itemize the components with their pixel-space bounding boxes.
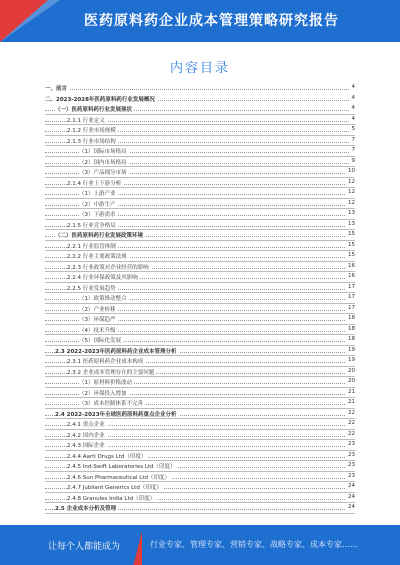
toc-entry-label: 2.1.1 行业定义 — [67, 117, 105, 124]
toc-entry-label: 2.3.2 企业成本管理存在的主要问题 — [67, 369, 155, 376]
toc-entry-page: 4 — [351, 84, 355, 90]
footer-roles: 行业专家、管理专家、营销专家、战略专家、成本专家…… — [150, 540, 358, 549]
toc-entry-label: 2.1.2 行业市场规模 — [67, 128, 116, 134]
toc-entry[interactable] — [45, 241, 355, 252]
toc-entry-page: 23 — [348, 462, 355, 468]
toc-entry[interactable] — [45, 482, 355, 493]
toc-entry-label: 2.4.4 Aarti Drugs Ltd（印度） — [67, 453, 147, 460]
toc-entry-page: 9 — [351, 157, 355, 164]
toc-entry-page: 22 — [348, 430, 355, 437]
toc-entry-label: （5）国际化发展 — [79, 338, 121, 344]
toc-entry[interactable] — [45, 178, 355, 189]
toc-entry-page: 10 — [348, 168, 355, 174]
toc-entry-label: 2.5 企业成本分析及管理 — [55, 506, 117, 512]
toc-entry-page: 4 — [351, 105, 355, 111]
toc-leader-dots — [45, 89, 355, 90]
toc-entry[interactable] — [45, 104, 355, 115]
toc-entry-page: 4 — [351, 115, 355, 122]
toc-entry[interactable] — [45, 304, 355, 315]
toc-entry-page: 20 — [348, 367, 355, 374]
toc-entry-page: 21 — [348, 399, 355, 405]
toc-entry-label: 2.2.4 行业环保政策及其影响 — [67, 275, 138, 281]
toc-entry[interactable] — [45, 503, 355, 514]
toc-entry[interactable] — [45, 377, 355, 388]
toc-entry-label: 2.2.5 行业发展趋势 — [67, 285, 116, 292]
toc-entry-page: 12 — [348, 199, 355, 206]
page-footer — [0, 525, 400, 565]
toc-entry[interactable] — [45, 262, 355, 273]
toc-entry-label: （2）中游生产 — [79, 201, 116, 208]
toc-entry-page: 7 — [351, 147, 355, 153]
toc-entry-page: 19 — [348, 346, 355, 353]
toc-entry-page: 24 — [348, 493, 355, 500]
toc-entry-label: 2.4.8 Granules India Ltd（印度） — [67, 495, 156, 502]
toc-entry[interactable] — [45, 83, 355, 94]
toc-entry[interactable] — [45, 493, 355, 504]
toc-entry[interactable] — [45, 461, 355, 472]
toc-entry-page: 4 — [351, 94, 355, 101]
toc-entry-label: 2.4.7 Jubilant Generics Ltd（印度） — [67, 485, 162, 491]
toc-entry[interactable] — [45, 430, 355, 441]
toc-entry-label: （2）产业转移 — [79, 306, 116, 313]
toc-entry[interactable] — [45, 283, 355, 294]
toc-entry-label: 2.1.4 行业上下游分析 — [67, 180, 122, 187]
table-of-contents — [45, 83, 355, 514]
toc-entry[interactable] — [45, 157, 355, 168]
toc-entry-page: 12 — [348, 178, 355, 185]
toc-entry-label: （3）环保趋严 — [79, 317, 116, 323]
toc-entry[interactable] — [45, 146, 355, 157]
toc-entry-page: 24 — [348, 504, 355, 510]
toc-entry[interactable] — [45, 472, 355, 483]
toc-entry-page: 23 — [348, 441, 355, 447]
toc-entry-label: 2.2.3 行业政策对企业经营的影响 — [67, 264, 149, 271]
toc-entry[interactable] — [45, 451, 355, 462]
toc-entry-label: 一、前言 — [45, 86, 68, 92]
toc-entry-label: 2.4.6 Sun Pharmaceutical Ltd（印度） — [67, 474, 170, 481]
toc-entry-page: 16 — [348, 262, 355, 269]
toc-entry[interactable] — [45, 419, 355, 430]
toc-entry-label: （1）政策推动整合 — [79, 296, 127, 302]
toc-entry-label: （1）国际市场格局 — [79, 149, 127, 155]
toc-entry-label: （1）上游产业 — [79, 191, 116, 197]
toc-entry[interactable] — [45, 220, 355, 231]
toc-entry-label: （4）技术升级 — [79, 327, 116, 334]
toc-entry-label: （3）产品细分市场 — [79, 170, 127, 176]
toc-entry-page: 23 — [348, 451, 355, 458]
toc-entry[interactable] — [45, 125, 355, 136]
toc-entry-page: 13 — [348, 220, 355, 227]
toc-entry-page: 23 — [348, 472, 355, 479]
toc-entry-page: 16 — [348, 273, 355, 279]
toc-entry[interactable] — [45, 209, 355, 220]
page-header — [0, 0, 400, 42]
toc-entry[interactable] — [45, 398, 355, 409]
toc-entry-label: 2.4.3 国际企业 — [67, 443, 105, 449]
toc-entry[interactable] — [45, 230, 355, 241]
toc-entry[interactable] — [45, 251, 355, 262]
toc-entry-page: 17 — [348, 294, 355, 300]
toc-entry[interactable] — [45, 272, 355, 283]
toc-entry-page: 15 — [348, 231, 355, 237]
toc-entry-label: 2.1.5 行业竞争格局 — [67, 222, 116, 229]
toc-entry[interactable] — [45, 188, 355, 199]
toc-entry-label: 2.4 2022-2023年全球医药原料药重点企业分析 — [55, 411, 177, 418]
toc-entry-label: 2.4.1 重点企业 — [67, 422, 105, 428]
toc-entry-label: （二）医药原料药行业发展政策环境 — [55, 233, 144, 239]
toc-entry-label: （2）国内市场格局 — [79, 159, 127, 166]
toc-entry-label: （1）原材料价格波动 — [79, 380, 132, 386]
toc-entry-label: （3）下游需求 — [79, 212, 116, 218]
toc-entry[interactable] — [45, 346, 355, 357]
toc-entry-page: 17 — [348, 283, 355, 290]
toc-entry[interactable] — [45, 388, 355, 399]
toc-entry[interactable] — [45, 115, 355, 126]
toc-heading: 内容目录 — [169, 61, 230, 76]
toc-entry[interactable] — [45, 325, 355, 336]
toc-entry-page: 24 — [348, 483, 355, 489]
toc-entry-page: 18 — [348, 336, 355, 342]
report-title: 医药原料药企业成本管理策略研究报告 — [84, 13, 339, 29]
toc-entry-page: 22 — [348, 409, 355, 416]
toc-entry-label: 2.4.2 国内企业 — [67, 432, 105, 439]
toc-entry-page: 18 — [348, 325, 355, 332]
toc-entry[interactable] — [45, 199, 355, 210]
toc-entry-page: 15 — [348, 252, 355, 258]
toc-entry-label: （2）环保投入增加 — [79, 390, 127, 397]
footer-tagline: 让每个人都能成为 — [48, 542, 121, 552]
toc-entry[interactable] — [45, 367, 355, 378]
toc-entry-page: 7 — [351, 136, 355, 143]
toc-entry-page: 18 — [348, 315, 355, 321]
footer-red-accent — [132, 531, 142, 565]
toc-entry-page: 19 — [348, 357, 355, 363]
toc-entry-label: （3）成本控制体系不完善 — [79, 401, 144, 407]
toc-entry-label: 2.2.2 行业主要政策法规 — [67, 254, 127, 260]
toc-entry[interactable] — [45, 335, 355, 346]
toc-entry-page: 13 — [348, 210, 355, 216]
toc-entry[interactable] — [45, 167, 355, 178]
toc-entry[interactable] — [45, 440, 355, 451]
toc-entry-page: 15 — [348, 241, 355, 248]
toc-entry[interactable] — [45, 293, 355, 304]
toc-entry-page: 5 — [351, 126, 355, 132]
toc-entry-label: （一）医药原料药行业发展现状 — [55, 107, 133, 113]
toc-entry[interactable] — [45, 409, 355, 420]
toc-entry[interactable] — [45, 136, 355, 147]
toc-entry-page: 17 — [348, 304, 355, 311]
toc-entry-label: 2.2.1 行业监管体制 — [67, 243, 116, 250]
toc-entry-page: 22 — [348, 420, 355, 426]
toc-entry-label: 2.3.1 医药原料药企业成本构成 — [67, 359, 144, 365]
toc-entry-label: 2.1.3 行业市场结构 — [67, 138, 116, 145]
toc-entry-label: 2.3 2022-2023年医药原料药企业成本管理分析 — [55, 348, 177, 355]
toc-entry-label: 2.4.5 Ind-Swift Laboratories Ltd（印度） — [67, 464, 176, 470]
toc-entry-page: 21 — [348, 388, 355, 395]
header-red-triangle — [0, 0, 48, 42]
toc-entry-label: 二、2023-2028年医药原料药行业发展概况 — [45, 96, 155, 103]
toc-entry-page: 20 — [348, 378, 355, 384]
toc-entry-page: 12 — [348, 189, 355, 195]
toc-entry[interactable] — [45, 94, 355, 105]
toc-entry[interactable] — [45, 314, 355, 325]
toc-entry[interactable] — [45, 356, 355, 367]
